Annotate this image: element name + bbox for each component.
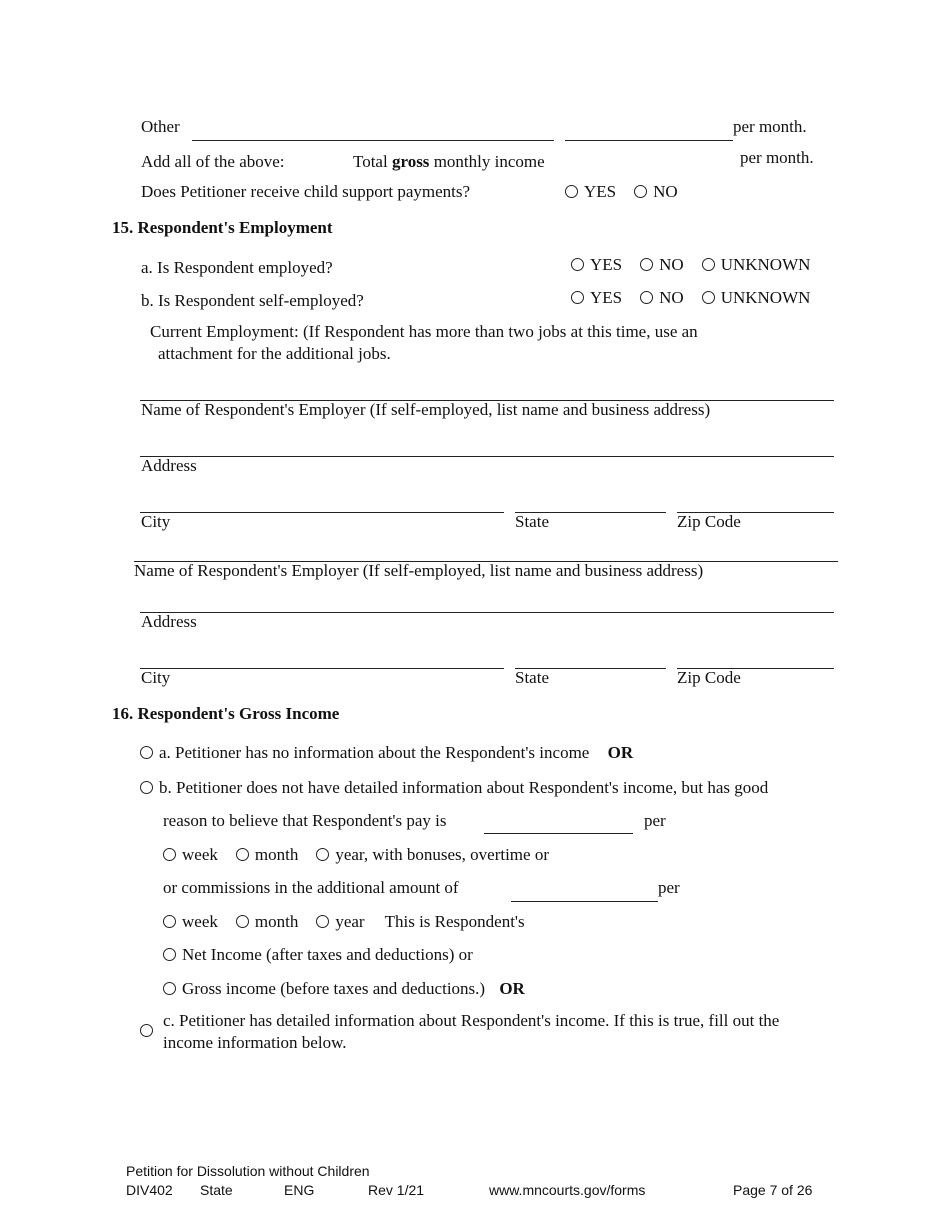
employer-1-address-label: Address <box>141 456 197 475</box>
commission-month-option[interactable]: month <box>236 912 298 932</box>
or-label: OR <box>499 979 525 998</box>
employer-2-address-field[interactable] <box>140 612 834 613</box>
footer-form-id: DIV402 <box>126 1182 173 1198</box>
net-income-option[interactable]: Net Income (after taxes and deductions) or <box>163 945 473 965</box>
pay-year-option[interactable]: year, with bonuses, overtime or <box>316 845 549 865</box>
footer-state: State <box>200 1182 233 1198</box>
self-employed-yes-option[interactable]: YES <box>571 288 622 308</box>
radio-icon[interactable] <box>640 291 653 304</box>
option-b-radio-icon[interactable] <box>140 781 153 794</box>
radio-icon[interactable] <box>702 291 715 304</box>
radio-icon[interactable] <box>163 982 176 995</box>
radio-icon[interactable] <box>316 848 329 861</box>
per-label: per <box>644 811 666 830</box>
commissions-label: or commissions in the additional amount of <box>163 878 459 897</box>
pay-reason-label: reason to believe that Respondent's pay is <box>163 811 447 830</box>
radio-icon[interactable] <box>565 185 578 198</box>
employed-question: a. Is Respondent employed? <box>141 258 333 277</box>
gross-income-option[interactable]: Gross income (before taxes and deductions.) OR <box>163 979 525 999</box>
or-label: OR <box>607 743 634 762</box>
employed-yes-option[interactable]: YES <box>571 255 622 275</box>
footer-form-title: Petition for Dissolution without Children <box>126 1163 370 1179</box>
radio-icon[interactable] <box>163 948 176 961</box>
radio-icon[interactable] <box>702 258 715 271</box>
option-a-row[interactable] <box>140 743 633 763</box>
footer-page-number: Page 7 of 26 <box>733 1182 813 1198</box>
self-employed-question: b. Is Respondent self-employed? <box>141 291 364 310</box>
option-c-text: c. Petitioner has detailed information about Respondent's income. If this is true, fill out the <box>163 1011 780 1030</box>
self-employed-options <box>571 288 810 308</box>
employer-1-city-field[interactable] <box>140 512 504 513</box>
commission-week-option[interactable]: week <box>163 912 218 932</box>
child-support-no-option[interactable]: NO <box>634 182 678 202</box>
child-support-question: Does Petitioner receive child support payments? <box>141 182 471 201</box>
option-b-text: b. Petitioner does not have detailed information about Respondent's income, but has good <box>159 778 769 797</box>
option-c-radio[interactable] <box>140 1021 159 1041</box>
option-c-text-cont: income information below. <box>163 1033 347 1052</box>
employer-2-state-label: State <box>515 668 549 687</box>
option-a-text: a. Petitioner has no information about the Respondent's income <box>159 743 590 762</box>
employer-2-city-label: City <box>141 668 171 687</box>
radio-icon[interactable] <box>634 185 647 198</box>
footer-revision: Rev 1/21 <box>368 1182 425 1198</box>
employer-2-zip-label: Zip Code <box>677 668 741 687</box>
other-label: Other <box>141 117 180 136</box>
radio-icon[interactable] <box>163 848 176 861</box>
add-all-label: Add all of the above: <box>141 152 285 171</box>
option-a-radio-icon[interactable] <box>140 746 153 759</box>
option-c-radio-icon[interactable] <box>140 1024 153 1037</box>
employer-1-zip-label: Zip Code <box>677 512 741 531</box>
self-employed-no-option[interactable]: NO <box>640 288 684 308</box>
commissions-amount-field[interactable] <box>511 901 658 902</box>
employed-no-option[interactable]: NO <box>640 255 684 275</box>
other-amount-field[interactable] <box>565 140 733 141</box>
employer-1-city-label: City <box>141 512 171 531</box>
per-month-label: per month. <box>740 148 814 167</box>
radio-icon[interactable] <box>163 915 176 928</box>
radio-icon[interactable] <box>236 915 249 928</box>
commission-period-options <box>163 912 525 932</box>
footer-url[interactable]: www.mncourts.gov/forms <box>489 1182 646 1198</box>
employed-options <box>571 255 810 275</box>
pay-period-options <box>163 845 567 865</box>
child-support-options <box>565 182 696 202</box>
radio-icon[interactable] <box>640 258 653 271</box>
self-employed-unknown-option[interactable]: UNKNOWN <box>702 288 811 308</box>
commission-year-option[interactable]: year <box>316 912 364 932</box>
employed-unknown-option[interactable]: UNKNOWN <box>702 255 811 275</box>
section-16-title: 16. Respondent's Gross Income <box>112 704 340 723</box>
other-description-field[interactable] <box>192 140 554 141</box>
option-b-row[interactable] <box>140 778 768 798</box>
employer-1-state-label: State <box>515 512 549 531</box>
employer-1-address-field[interactable] <box>140 456 834 457</box>
per-month-label: per month. <box>733 117 807 136</box>
employer-2-city-field[interactable] <box>140 668 504 669</box>
radio-icon[interactable] <box>571 258 584 271</box>
child-support-yes-option[interactable]: YES <box>565 182 616 202</box>
current-employment-note: Current Employment: (If Respondent has more than two jobs at this time, use an <box>150 322 698 341</box>
footer-language: ENG <box>284 1182 315 1198</box>
section-15-title: 15. Respondent's Employment <box>112 218 333 237</box>
radio-icon[interactable] <box>571 291 584 304</box>
radio-icon[interactable] <box>236 848 249 861</box>
pay-week-option[interactable]: week <box>163 845 218 865</box>
radio-icon[interactable] <box>316 915 329 928</box>
this-is-label: This is Respondent's <box>384 912 525 931</box>
per-label: per <box>658 878 680 897</box>
employer-2-name-label: Name of Respondent's Employer (If self-employed, list name and business address) <box>134 561 704 580</box>
employer-1-name-label: Name of Respondent's Employer (If self-employed, list name and business address) <box>141 400 711 419</box>
employer-2-address-label: Address <box>141 612 197 631</box>
total-gross-label: Total gross monthly income <box>353 152 545 171</box>
pay-month-option[interactable]: month <box>236 845 298 865</box>
pay-amount-field[interactable] <box>484 833 633 834</box>
current-employment-note-cont: attachment for the additional jobs. <box>158 344 391 363</box>
